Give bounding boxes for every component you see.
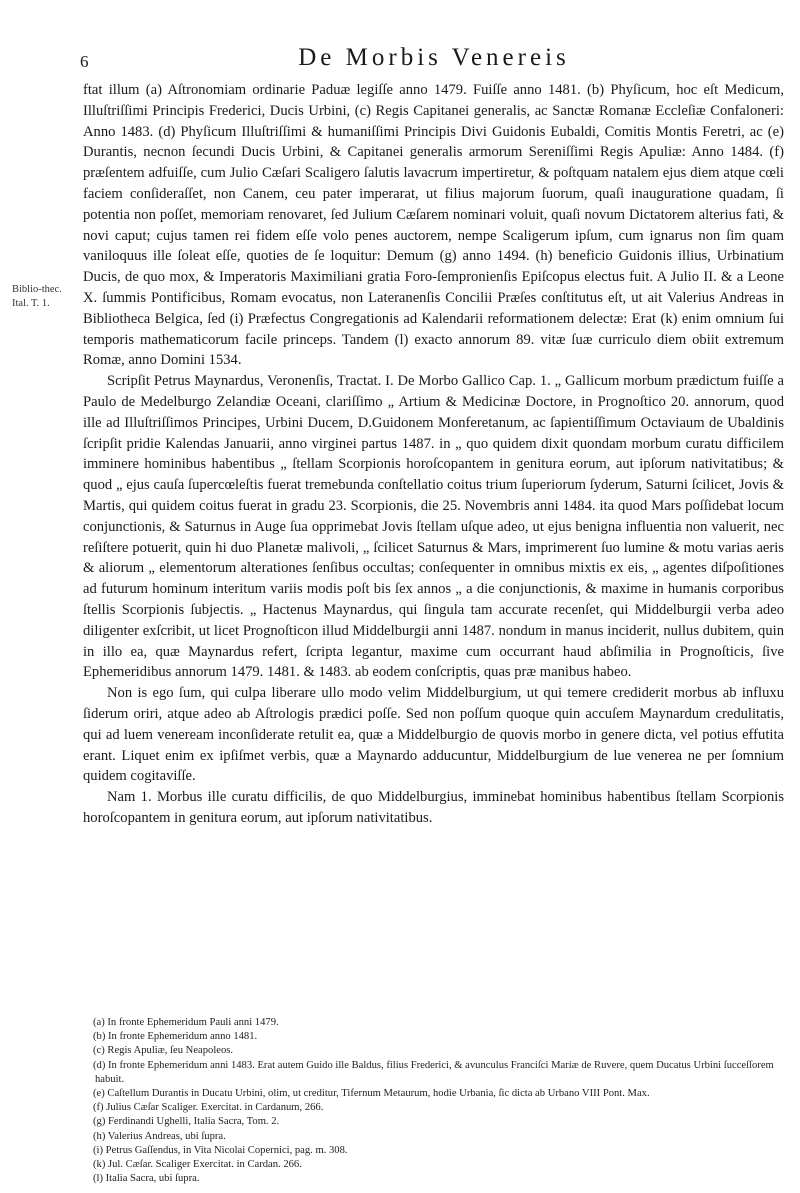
- footnote: (b) In fronte Ephemeridum anno 1481.: [93, 1031, 258, 1043]
- footnote: (a) In fronte Ephemeridum Pauli anni 1479.: [93, 1017, 279, 1028]
- main-text: [83, 80, 784, 829]
- footnote: (i) Petrus Gaſſendus, in Vita Nicolai Copernici, pag. m. 308.: [93, 1144, 348, 1156]
- paragraph: Non is ego ſum, qui culpa liberare ullo modo velim Middelburgium, ut qui temere crediderit morbus ab influxu ſiderum oriri, atque adeo ab Aſtrologis prædici poſſe. Sed non poſſum quoque quin accuſem Maynardum credulitatis, qui ad luem veneream inconſiderate retulit ea, quæ a Middelburgio de quovis morbo in genere dicta, vel potius effutita erant. Liquet enim ex ipſiſmet verbis, quæ a Maynardo adducuntur, Middelburgium de lue venerea ne per ſomnium quidem cogitaviſſe.: [83, 685, 784, 785]
- footnote: (c) Regis Apuliæ, ſeu Neapoleos.: [93, 1045, 234, 1057]
- footnotes: [83, 1016, 784, 1186]
- footnote: (e) Caſtellum Durantis in Ducatu Urbini, olim, ut creditur, Tifernum Metaurum, hodie Urbania, ſic dicta ab Urbano VIII Pont. Max.: [93, 1088, 650, 1100]
- running-title: De Morbis Venereis: [298, 44, 570, 71]
- page-header: [80, 44, 780, 76]
- page-number: 6: [80, 52, 89, 71]
- footnote: (l) Italia Sacra, ubi ſupra.: [93, 1173, 200, 1185]
- footnote: (h) Valerius Andreas, ubi ſupra.: [93, 1130, 226, 1142]
- footnote: (g) Ferdinandi Ughelli, Italia Sacra, Tom. 2.: [93, 1116, 280, 1128]
- paragraph: Scripſit Petrus Maynardus, Veronenſis, Tractat. I. De Morbo Gallico Cap. 1. „ Gallicum morbum prædictum fuiſſe a Paulo de Medelburgo Zelandiæ Oceani, clariſſimo „ Artium & Medicinæ Doctore, in Prognoſtico 20. annorum, quod ille ad Illuſtriſſimos Principes, Urbini Ducem, D.Guidonem Monferetanum, ac ſapientiſſimum Octaviaum de Ubaldinis ſcripſit pridie Kalendas Januarii, anno virginei partus 1487. in „ quo quidem dixit quondam morbum curatu difficilem imminere hominibus habentibus „ ſtellam Scorpionis horoſcopantem in genitura eorum, aut ipſorum nativitatibus; & quod „ ejus cauſa ſupercœleſtis fuerat tremebunda conſtellatio coitus trium ſuperiorum ſyderum, Saturni ſcilicet, Jovis & Martis, qui quidem coitus fuerat in gradu 23. Scorpionis, die 25. Novembris anni 1484. ita quod Mars poſſidebat locum conjunctionis, & Saturnus in Auge ſua opprimebat Jovis ſtellam uſque adeo, ut ejus benigna influentia non valuerit, nec reſiſtere potuerit, quin hi duo Planetæ malivoli, „ ſcilicet Saturnus & Mars, imprimerent ſuo lumine & motu varias aeris & aliorum „ elementorum alterationes ſenſibus occultas; conſequenter in omnibus mixtis ex eis, „ agentes diſpoſitiones ad futurum hominum interitum variis modis poſt bis ſex annos „ a die conjunctionis, & maxime in humanis corporibus ſtellis Scorpionis ſubjectis. „ Hactenus Maynardus, qui ſingula tam accurate recenſet, qui Middelburgii verba adeo diligenter exſcribit, ut licet Prognoſticon illud Middelburgii anni 1487. nondum in manus inciderit, nullus dubitem, quin in illo ea, quæ Maynardus refert, ſcripta legantur, maxime cum occurrant haud abſimilia in Prognoſticis, ſive Ephemeridibus annorum 1479. 1481. & 1483. ab eodem conſcriptis, quas præ manibus habeo.: [83, 373, 784, 681]
- paragraph: Nam 1. Morbus ille curatu difficilis, de quo Middelburgius, imminebat hominibus habentibus ſtellam Scorpionis horoſcopantem in genitura eorum, aut ipſorum nativitatibus.: [83, 789, 784, 826]
- paragraph: ftat illum (a) Aſtronomiam ordinarie Paduæ legiſſe anno 1479. Fuiſſe anno 1481. (b) Phyſicum, hoc eſt Medicum, Illuſtriſſimi Principis Frederici, Ducis Urbini, (c) Regis Capitanei generalis, ac Sanctæ Romanæ Eccleſiæ Confaloneri: Anno 1483. (d) Phyſicum Illuſtriſſimi & humaniſſimi Principis Divi Guidonis Eubaldi, Comitis Montis Feretri, ac (e) Durantis, necnon ſecundi Ducis Urbini, & Capitanei generalis armorum Sereniſſimi Regis Apuliæ: Anno 1484. (f) præſentem adfuiſſe, cum Julio Cæſari Scaligero ſalutis lavacrum impertiretur, & poſtquam natalem ejus diem atque cœli faciem conſideraſſet, non Canem, ceu pater imperarat, ut filius majorum ſuorum, quaſi inauguratione quadam, ſi potentia non poſſet, memoriam renovaret, ſed Julium Cæſarem nominari voluit, quaſi novum Dictatorem alterius fati, & novi caput; cujus tamen rei fidem eſſe volo penes auctorem, nempe Scaligerum ipſum, cum ignarus non ſim quam vaniloquus ille ſoleat eſſe, quoties de ſe loquitur: Demum (g) anno 1494. (h) beneficio Guidonis illius, Urbinatium Ducis, de quo mox, & Imperatoris Maximiliani gratia Foro-ſempronienſis Epiſcopus electus fuit. A Julio II. & a Leone X. ſummis Pontificibus, Romam evocatus, non Lateranenſis Concilii Præſes conſtitutus eſt, ut ait Valerius Andreas in Bibliotheca Belgica, ſed (i) Præfectus Congregationis ad Kalendarii reformationem delectæ: Erat (k) enim omnium ſui temporis mathematicorum facile princeps. Tandem (l) exacto annorum 89. vitæ ſuæ curriculo diem obiit extremum Romæ, anno Domini 1534.: [83, 82, 784, 369]
- footnote: (d) In fronte Ephemeridum anni 1483. Erat autem Guido ille Baldus, filius Frederici, & avunculus Franciſci Mariæ de Ruvere, quem Ducatus Urbini ſucceſſorem habuit.: [93, 1059, 774, 1085]
- footnote: (k) Jul. Cæſar. Scaliger Exercitat. in Cardan. 266.: [93, 1159, 302, 1171]
- footnote: (f) Julius Cæſar Scaliger. Exercitat. in Cardanum, 266.: [93, 1102, 324, 1114]
- margin-note: Biblio-thec. Ital. T. 1.: [12, 284, 62, 309]
